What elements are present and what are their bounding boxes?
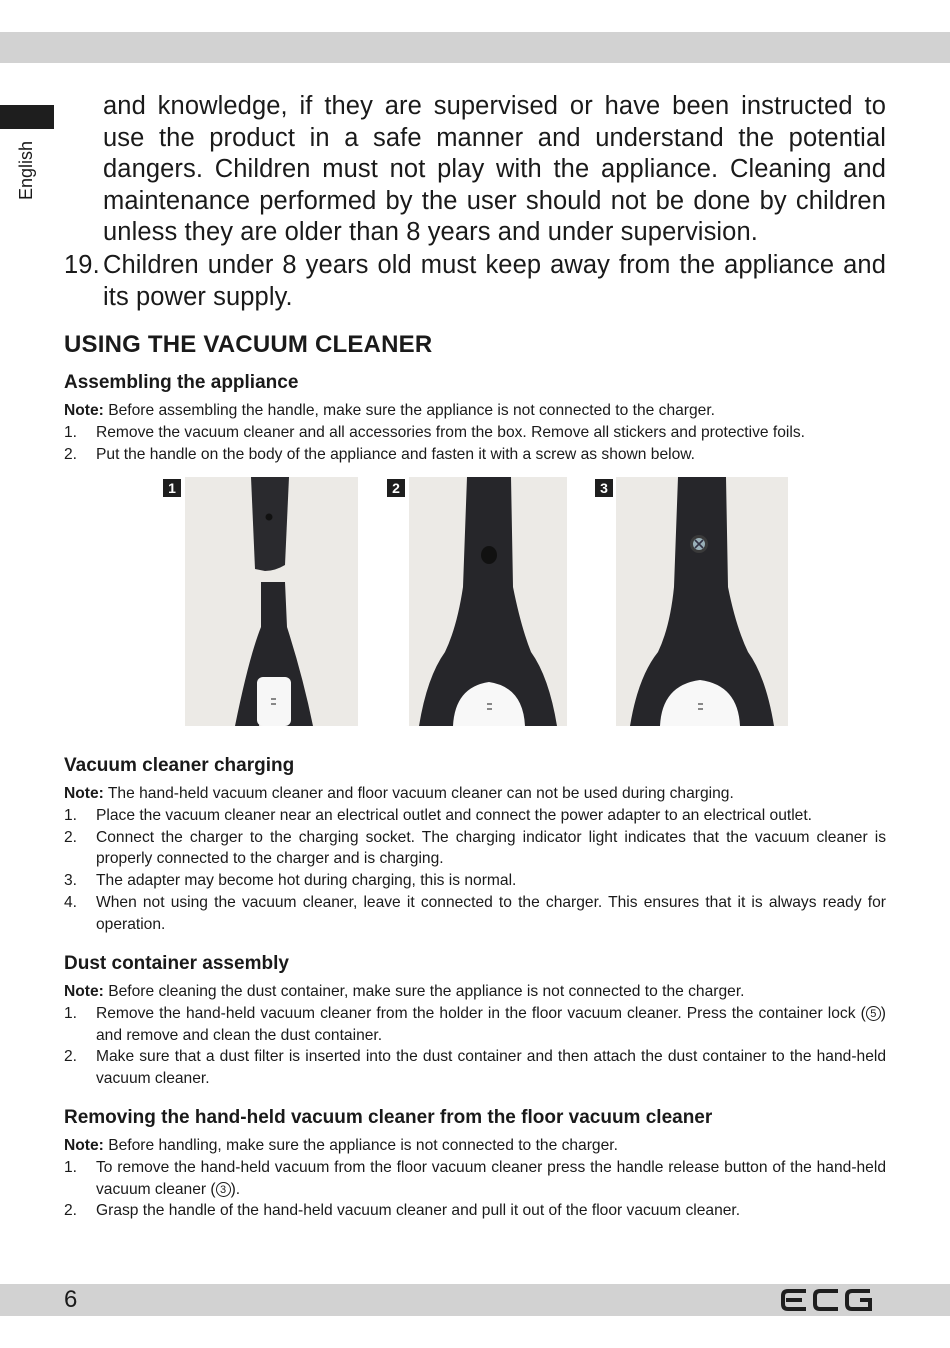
list-item: 1. Place the vacuum cleaner near an electrical outlet and connect the power adapter to an electrical outlet. — [64, 806, 813, 824]
removing-heading: Removing the hand-held vacuum cleaner from the floor vacuum cleaner — [64, 1107, 713, 1128]
figure-2-photo — [409, 477, 567, 726]
list-item: 2. Grasp the handle of the hand-held vacuum cleaner and pull it out of the floor vacuum cleaner. — [64, 1202, 741, 1220]
item-text: Children under 8 years old must keep away from the appliance and its power supply. — [103, 251, 886, 311]
list-item: 2. Connect the charger to the charging socket. The charging indicator light indicates that the vacuum cleaner is properly connected to the charger and is charging. — [64, 828, 886, 868]
figure-1-photo — [185, 477, 358, 726]
dust-heading: Dust container assembly — [64, 953, 289, 974]
assembling-heading: Assembling the appliance — [64, 372, 299, 393]
header-band — [0, 32, 950, 63]
list-item: 1. Remove the vacuum cleaner and all accessories from the box. Remove all stickers and protective foils. — [64, 423, 805, 441]
list-item: 1. Remove the hand-held vacuum cleaner from the holder in the floor vacuum cleaner. Press the container lock ( 5 ) and remove and clean the dust container. — [64, 1004, 886, 1044]
removing-section — [64, 1135, 886, 1222]
list-item: 1. To remove the hand-held vacuum from the floor vacuum cleaner press the handle release button of the hand-held vacuum cleaner ( 3 ). — [64, 1158, 886, 1198]
charging-section — [64, 783, 886, 936]
language-label: English — [16, 140, 36, 200]
removing-note: Note: Before handling, make sure the appliance is not connected to the charger. — [64, 1137, 618, 1154]
charging-note: Note: The hand-held vacuum cleaner and floor vacuum cleaner can not be used during charging. — [64, 785, 734, 802]
dust-note: Note: Before cleaning the dust container, make sure the appliance is not connected to the charger. — [64, 983, 745, 1000]
list-item: 3. The adapter may become hot during charging, this is normal. — [64, 872, 517, 890]
assembling-section — [64, 400, 886, 465]
ecg-logo — [780, 1286, 874, 1319]
list-item: 2. Put the handle on the body of the appliance and fasten it with a screw as shown below. — [64, 445, 696, 463]
figure-3-photo — [616, 477, 788, 726]
figure-number-2: 2 — [387, 479, 405, 497]
figure-number-3: 3 — [595, 479, 613, 497]
assembling-note: Note: Before assembling the handle, make sure the appliance is not connected to the charger. — [64, 402, 715, 419]
reference-number-3: 3 — [216, 1182, 231, 1197]
charging-heading: Vacuum cleaner charging — [64, 755, 295, 776]
figure-number-1: 1 — [163, 479, 181, 497]
reference-number-5: 5 — [866, 1006, 881, 1021]
safety-item-19 — [64, 250, 886, 313]
list-item: 2. Make sure that a dust filter is inserted into the dust container and then attach the dust container to the hand-held vacuum cleaner. — [64, 1048, 886, 1088]
dust-section — [64, 981, 886, 1090]
main-heading: USING THE VACUUM CLEANER — [64, 331, 433, 358]
list-item: 4. When not using the vacuum cleaner, leave it connected to the charger. This ensures that it is always ready for operation. — [64, 893, 886, 933]
page-number: 6 — [64, 1286, 78, 1313]
intro-continuation: and knowledge, if they are supervised or have been instructed to use the product in a safe manner and understand the potential dangers. Children must not play with the appliance. Cleaning and maintenance performed by the user should not be done by children unless they are older than 8 years and under supervision. — [103, 92, 886, 247]
item-number: 19. — [64, 251, 100, 279]
